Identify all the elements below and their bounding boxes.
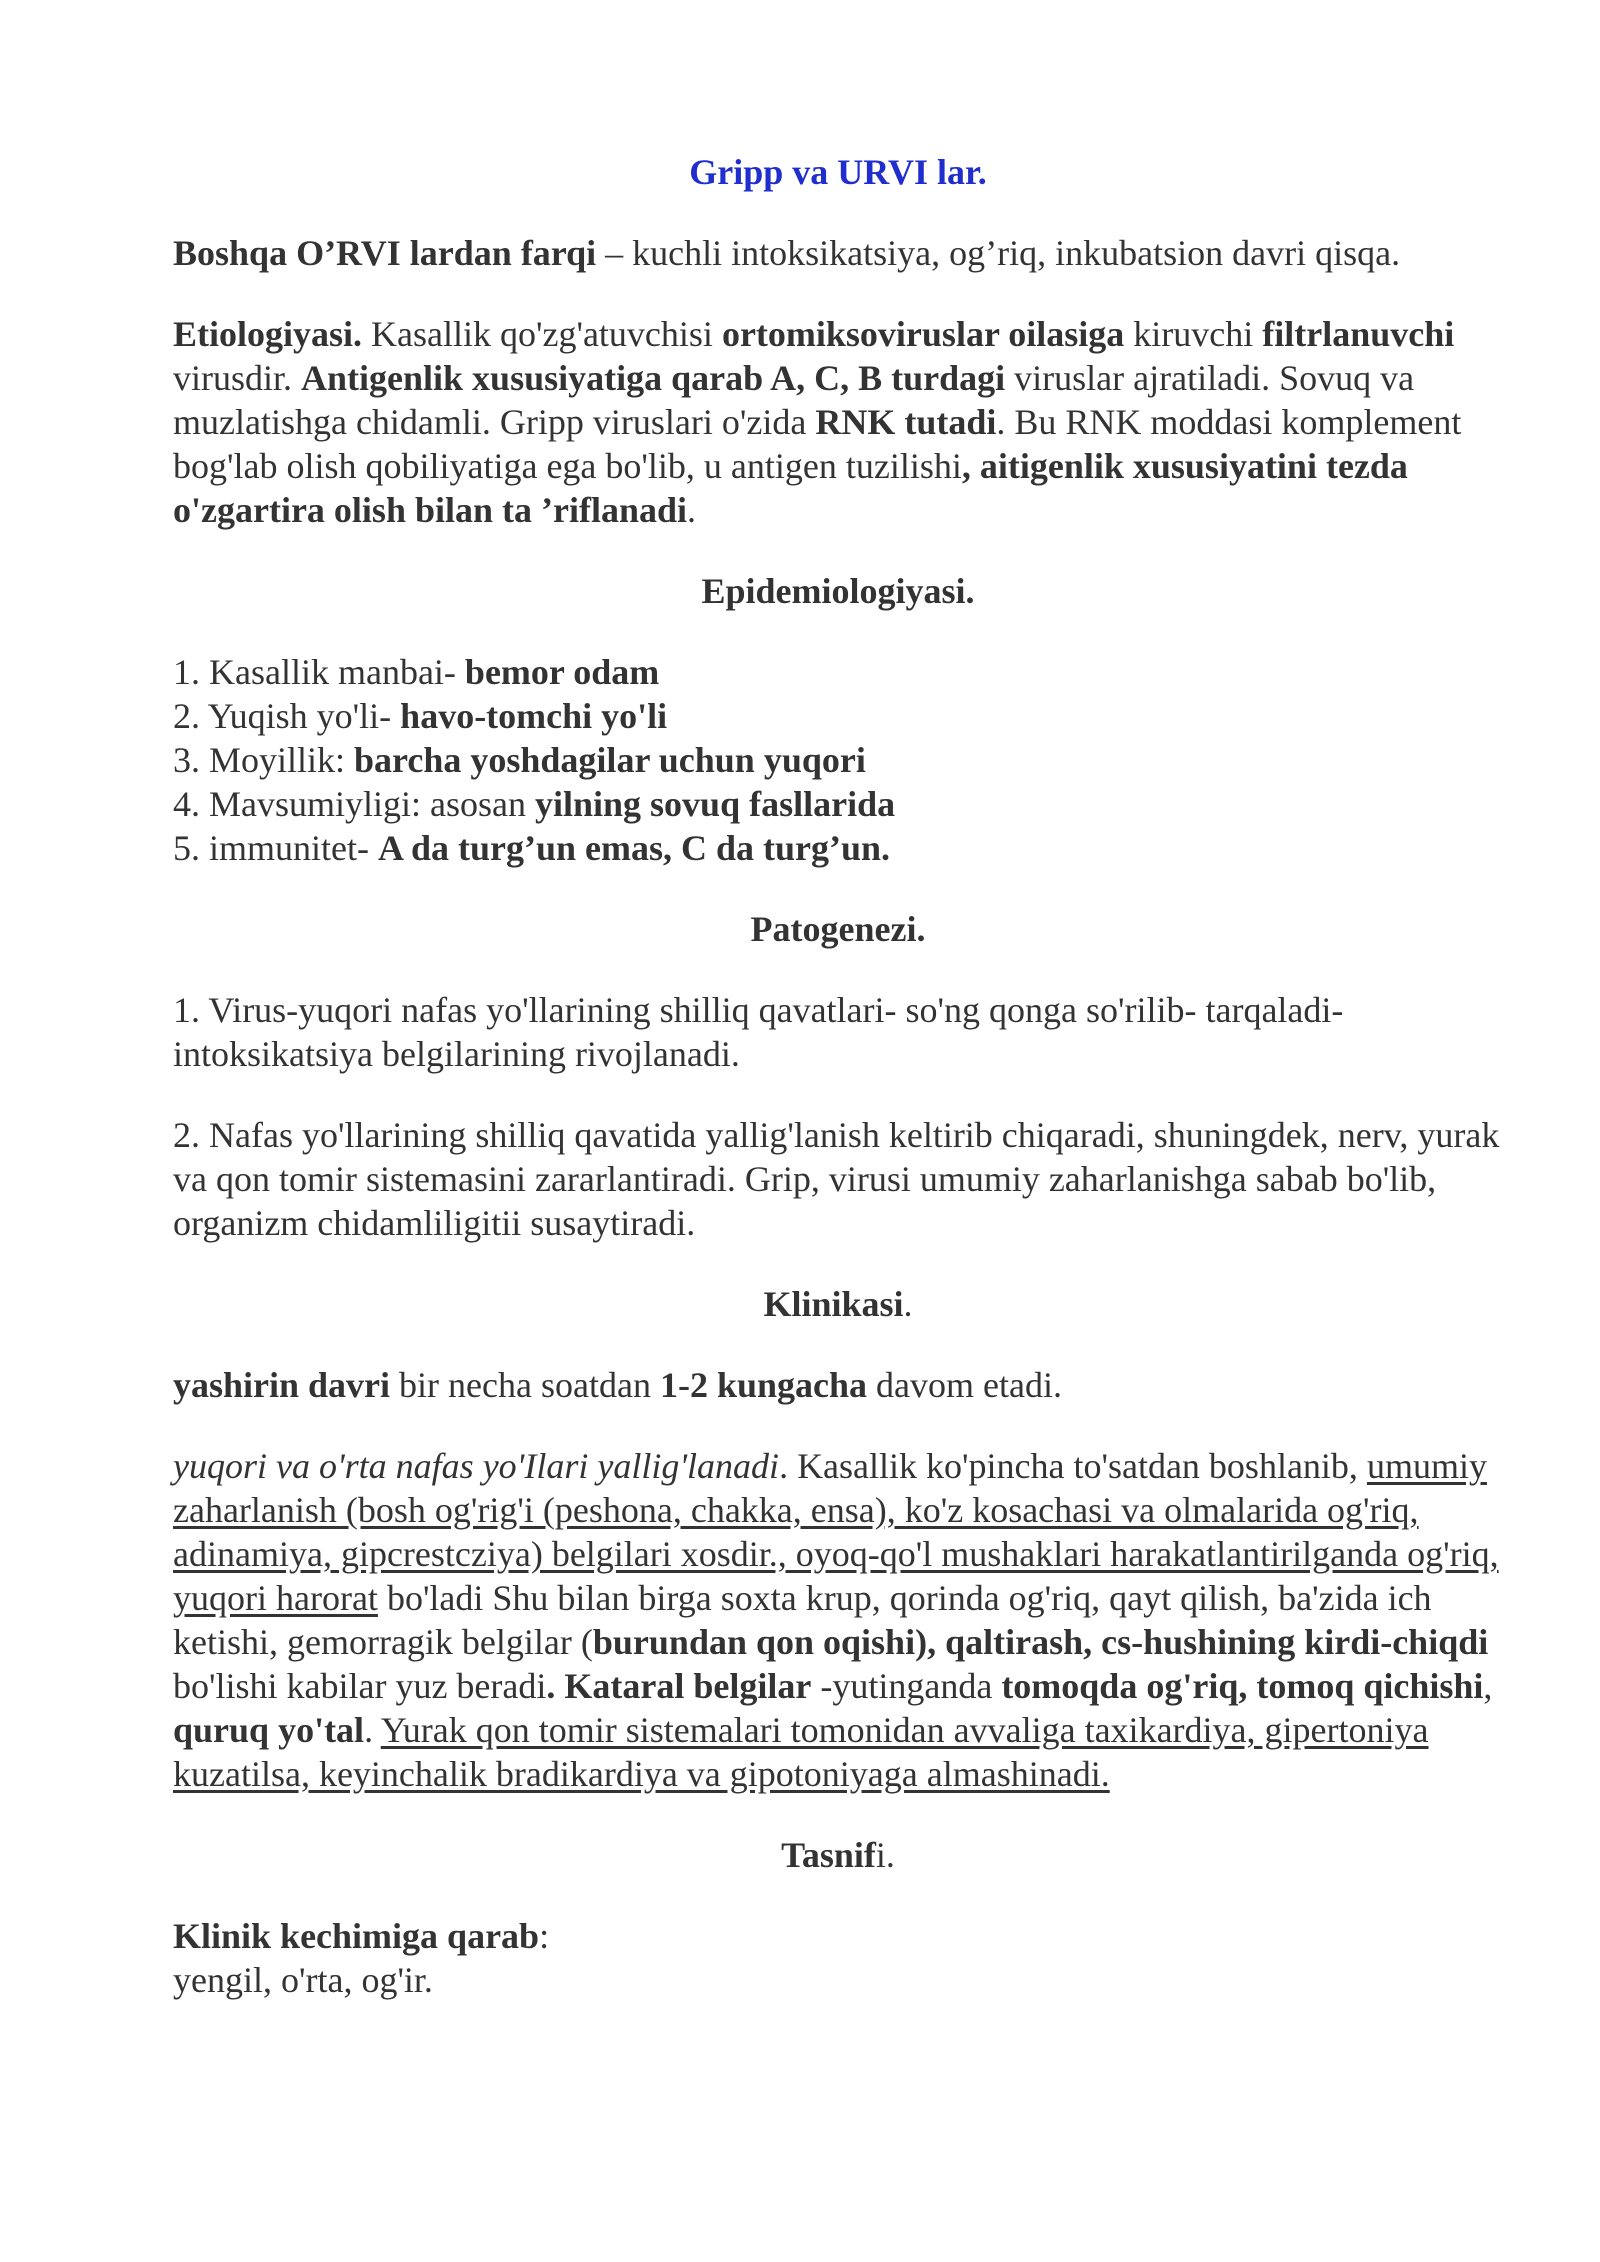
list-item-value: yilning sovuq fasllarida (535, 784, 896, 824)
etiology-run: , aitigenlik xususiyatini tezda o'zgartira olish bilan ta ’riflanadi (173, 446, 1408, 530)
clinic-run: davom etadi. (867, 1365, 1062, 1405)
clinic-heading (173, 1282, 1503, 1326)
etiology-run: Etiologiyasi. (173, 314, 363, 354)
clinic-run: yuqori va o'rta nafas yo'Ilari yallig'lanadi (173, 1446, 780, 1486)
list-item (173, 694, 1503, 738)
list-item (173, 738, 1503, 782)
classification-heading (173, 1833, 1503, 1877)
etiology-run: . Bu RNK moddasi komplement bog'lab olish qobiliyatiga ega bo'lib, u antigen tuzilishi (173, 402, 1462, 486)
classification-label (173, 1914, 1503, 1958)
pathogenesis-heading: Patogenezi. (750, 909, 926, 949)
clinic-heading-bold: Klinikasi (763, 1284, 904, 1324)
list-item-label: 4. Mavsumiyligi: asosan (173, 784, 535, 824)
etiology-run: . (687, 490, 697, 530)
list-item-label: 2. Yuqish yo'li- (173, 696, 401, 736)
list-item-label: 3. Moyillik: (173, 740, 355, 780)
clinic-heading-tail: . (903, 1284, 913, 1324)
etiology-run: viruslar ajratiladi. Sovuq va muzlatishga chidamli. Gripp viruslari o'zida (173, 358, 1415, 442)
clinic-run: . Kataral belgilar (546, 1666, 812, 1706)
clinic-run: quruq yo'tal (173, 1710, 365, 1750)
etiology-paragraph (173, 312, 1503, 532)
classification-label-tail: : (539, 1916, 550, 1956)
classification-heading-bold: Tasnif (781, 1835, 876, 1875)
list-item (173, 782, 1503, 826)
document-title: Gripp va URVI lar. (689, 152, 987, 192)
etiology-run: filtrlanuvchi (1262, 314, 1455, 354)
clinic-run: . (364, 1710, 381, 1750)
etiology-run: Kasallik qo'zg'atuvchisi (362, 314, 722, 354)
pathogenesis-paragraph-2: 2. Nafas yo'llarining shilliq qavatida yallig'lanish keltirib chiqaradi, shuningdek, nerv, yurak va qon tomir sistemasini zararlantiradi. Grip, virusi umumiy zaharlanishga sabab bo'lib, organizm chidamliligitii susaytiradi. (173, 1115, 1500, 1243)
latent-period-paragraph (173, 1363, 1503, 1407)
list-item-value: bemor odam (464, 652, 660, 692)
classification-heading-tail: i. (875, 1835, 895, 1875)
clinic-run: bir necha soatdan (390, 1365, 660, 1405)
pathogenesis-paragraph-1: 1. Virus-yuqori nafas yo'llarining shilliq qavatlari- so'ng qonga so'rilib- tarqaladi- intoksikatsiya belgilarining rivojlanadi. (173, 990, 1344, 1074)
clinic-run: tomoqda og'riq, tomoq qichishi (1001, 1666, 1484, 1706)
intro-paragraph (173, 231, 1503, 275)
clinic-run: bo'ladi Shu bilan birga soxta krup, qorinda og'riq, qayt qilish, ba'zida ich ketishi, gemorragik belgilar ( (173, 1578, 1432, 1662)
list-item (173, 650, 1503, 694)
clinic-run: , (1483, 1666, 1493, 1706)
list-item-label: 5. immunitet- (173, 828, 378, 868)
epidemiology-heading: Epidemiologiyasi. (701, 571, 975, 611)
clinic-run: 1-2 kungacha (659, 1365, 868, 1405)
clinic-run: . Kasallik ko'pincha to'satdan boshlanib, (779, 1446, 1367, 1486)
intro-bold: Boshqa O’RVI lardan farqi (173, 233, 597, 273)
list-item-value: havo-tomchi yo'li (400, 696, 668, 736)
epidemiology-list (173, 650, 1503, 870)
clinic-run: umumiy zaharlanish (bosh og'rig'i (peshona, chakka, ensa), ko'z kosachasi va olmalarida og'riq, adinamiya, gipcrestcziya) belgilari xosdir., oyoq-qo'l mushaklari harakatlantirilganda og'riq, yuqori harorat (173, 1446, 1499, 1618)
etiology-run: kiruvchi (1124, 314, 1263, 354)
clinic-run: bo'lishi kabilar yuz beradi (173, 1666, 547, 1706)
list-item-value: A da turg’un emas, C da turg’un. (377, 828, 891, 868)
etiology-run: virusdir. (173, 358, 302, 398)
list-item (173, 826, 1503, 870)
clinic-body-paragraph (173, 1444, 1503, 1796)
clinic-run: Yurak qon tomir sistemalari tomonidan avvaliga taxikardiya, gipertoniya kuzatilsa, keyinchalik bradikardiya va gipotoniyaga almashinadi. (173, 1710, 1429, 1794)
clinic-run: -yutinganda (811, 1666, 1002, 1706)
intro-text: – kuchli intoksikatsiya, og’riq, inkubatsion davri qisqa. (596, 233, 1401, 273)
list-item-label: 1. Kasallik manbai- (173, 652, 465, 692)
etiology-run: ortomiksoviruslar oilasiga (721, 314, 1125, 354)
etiology-run: RNK tutadi (815, 402, 997, 442)
classification-label-bold: Klinik kechimiga qarab (173, 1916, 540, 1956)
etiology-run: Antigenlik xususiyatiga qarab A, C, B turdagi (301, 358, 1006, 398)
clinic-run: yashirin davri (173, 1365, 391, 1405)
clinic-run: burundan qon oqishi), qaltirash, cs-hushining kirdi-chiqdi (592, 1622, 1489, 1662)
document-content (173, 150, 1503, 2002)
classification-values: yengil, o'rta, og'ir. (173, 1960, 433, 2000)
list-item-value: barcha yoshdagilar uchun yuqori (354, 740, 866, 780)
